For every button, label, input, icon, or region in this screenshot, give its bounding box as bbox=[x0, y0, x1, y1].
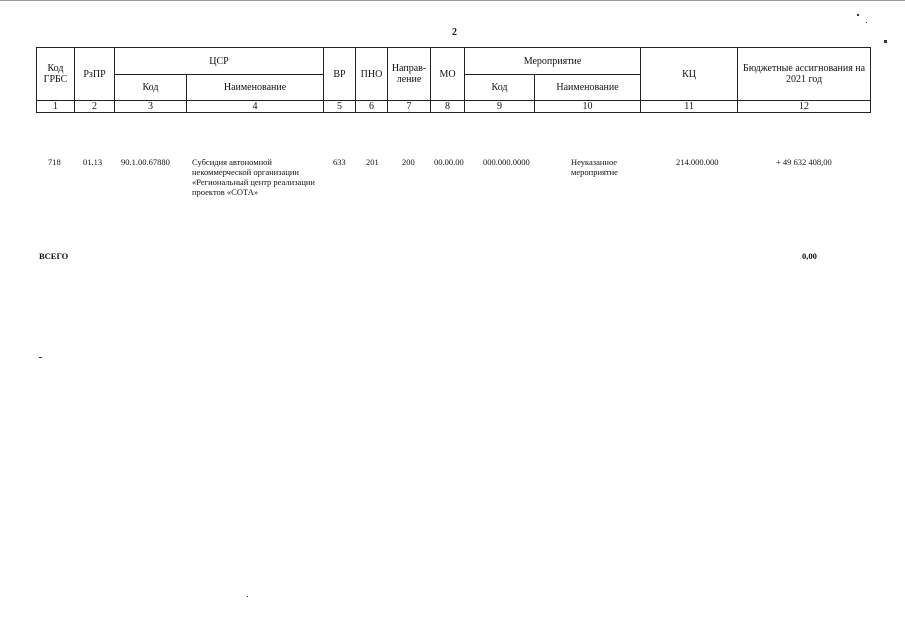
header-csr: ЦСР bbox=[115, 48, 324, 75]
scan-speck bbox=[857, 14, 859, 16]
cell-amount: + 49 632 408,00 bbox=[776, 157, 832, 167]
col-num: 5 bbox=[324, 101, 356, 113]
cell-kc: 214.000.000 bbox=[676, 157, 719, 167]
header-budget: Бюджетные ассигнования на 2021 год bbox=[738, 48, 871, 101]
cell-pno: 201 bbox=[366, 157, 379, 167]
scan-speck bbox=[884, 40, 887, 43]
col-num: 12 bbox=[738, 101, 871, 113]
col-num: 10 bbox=[535, 101, 641, 113]
header-csr-name: Наименование bbox=[187, 75, 324, 101]
col-num: 3 bbox=[115, 101, 187, 113]
col-num: 8 bbox=[431, 101, 465, 113]
col-num: 2 bbox=[75, 101, 115, 113]
col-num: 9 bbox=[465, 101, 535, 113]
col-num: 11 bbox=[641, 101, 738, 113]
cell-vr: 633 bbox=[333, 157, 346, 167]
header-grbs: Код ГРБС bbox=[37, 48, 75, 101]
scan-speck bbox=[866, 22, 867, 23]
header-kc: КЦ bbox=[641, 48, 738, 101]
header-mo: МО bbox=[431, 48, 465, 101]
scan-speck bbox=[247, 596, 248, 597]
cell-grbs: 718 bbox=[48, 157, 61, 167]
total-label: ВСЕГО bbox=[39, 251, 69, 261]
header-rzpr: РзПР bbox=[75, 48, 115, 101]
cell-rzpr: 01.13 bbox=[83, 157, 103, 167]
cell-event-code: 000.000.0000 bbox=[483, 157, 530, 167]
header-csr-code: Код bbox=[115, 75, 187, 101]
header-pno: ПНО bbox=[356, 48, 388, 101]
page-number: 2 bbox=[452, 27, 457, 38]
scan-speck bbox=[39, 357, 42, 358]
col-num: 7 bbox=[388, 101, 431, 113]
cell-direction: 200 bbox=[402, 157, 415, 167]
budget-table-header bbox=[36, 47, 871, 113]
header-event-code: Код bbox=[465, 75, 535, 101]
cell-csr-code: 90.1.00.67880 bbox=[121, 157, 170, 167]
header-event-name: Наименование bbox=[535, 75, 641, 101]
header-direction: Направ-ление bbox=[388, 48, 431, 101]
header-vr: ВР bbox=[324, 48, 356, 101]
col-num: 4 bbox=[187, 101, 324, 113]
col-num: 6 bbox=[356, 101, 388, 113]
cell-event-name: Неуказанное мероприятие bbox=[571, 157, 618, 177]
col-num: 1 bbox=[37, 101, 75, 113]
scan-edge bbox=[0, 0, 905, 1]
column-number-row bbox=[37, 101, 871, 113]
cell-mo: 00.00.00 bbox=[434, 157, 464, 167]
total-amount: 0,00 bbox=[802, 251, 817, 261]
cell-csr-name: Субсидия автономной некоммерческой организации «Региональный центр реализации проектов «СОТА» bbox=[192, 157, 315, 197]
header-event: Мероприятие bbox=[465, 48, 641, 75]
